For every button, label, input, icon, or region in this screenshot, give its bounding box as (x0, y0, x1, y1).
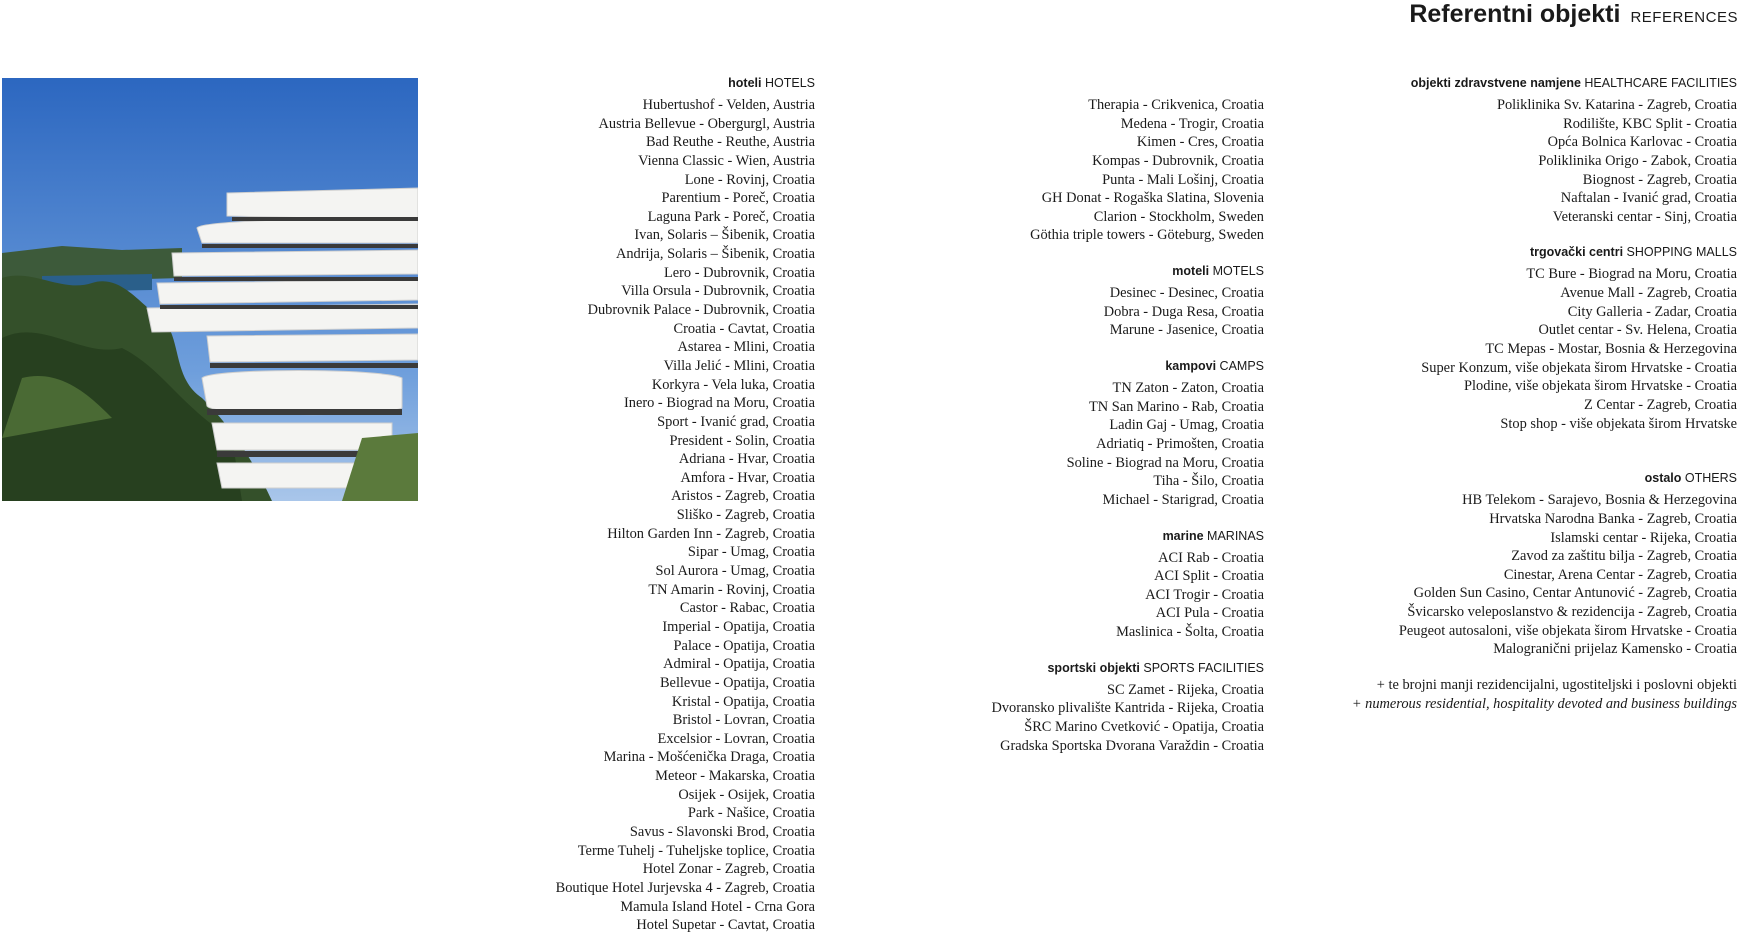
list-item: Dobra - Duga Resa, Croatia (1103, 303, 1264, 320)
list-item: Lero - Dubrovnik, Croatia (663, 264, 815, 281)
list-item: Z Centar - Zagreb, Croatia (1583, 396, 1737, 413)
list-item: Osijek - Osijek, Croatia (678, 786, 815, 803)
list-item: Avenue Mall - Zagreb, Croatia (1560, 285, 1737, 302)
healthcare-list (1352, 96, 1737, 226)
list-item: Soline - Biograd na Moru, Croatia (1066, 454, 1264, 471)
page-title (1409, 0, 1738, 29)
list-item: Zavod za zaštitu bilja - Zagreb, Croatia (1511, 548, 1737, 565)
list-item: ŠRC Marino Cvetković - Opatija, Croatia (1024, 719, 1264, 736)
list-item: Cinestar, Arena Centar - Zagreb, Croatia (1503, 566, 1737, 583)
list-item: Inero - Biograd na Moru, Croatia (623, 395, 815, 412)
list-item: Maslinica - Šolta, Croatia (1116, 624, 1264, 641)
list-item: Ladin Gaj - Umag, Croatia (1109, 417, 1264, 434)
page-title-local: Referentni objekti (1409, 0, 1621, 28)
footnote (1352, 676, 1737, 713)
list-item: Lone - Rovinj, Croatia (684, 171, 815, 188)
list-item: Hotel Supetar - Cavtat, Croatia (636, 917, 815, 934)
others-list (1352, 491, 1737, 659)
list-item: Hotel Zonar - Zagreb, Croatia (642, 861, 815, 878)
malls-list (1352, 265, 1737, 433)
list-item: President - Solin, Croatia (669, 432, 815, 449)
hotels-list (556, 96, 815, 935)
list-item: Dubrovnik Palace - Dubrovnik, Croatia (587, 302, 815, 319)
list-item: ACI Pula - Croatia (1155, 605, 1264, 622)
list-item: ACI Trogir - Croatia (1145, 586, 1264, 603)
list-item: Park - Našice, Croatia (687, 805, 815, 822)
list-item: Kristal - Opatija, Croatia (671, 693, 815, 710)
list-item: Croatia - Cavtat, Croatia (673, 320, 815, 337)
section-heading-hotels: hoteli HOTELS (728, 76, 815, 90)
list-item: Admiral - Opatija, Croatia (663, 656, 815, 673)
list-item: Tiha - Šilo, Croatia (1153, 473, 1264, 490)
camps-list (991, 379, 1264, 509)
list-item: Bristol - Lovran, Croatia (672, 712, 815, 729)
list-item: TN San Marino - Rab, Croatia (1088, 398, 1264, 415)
list-item: City Galleria - Zadar, Croatia (1567, 303, 1737, 320)
list-item: Hubertushof - Velden, Austria (642, 97, 815, 113)
list-item: Švicarsko veleposlanstvo & rezidencija - Zagreb, Croatia (1407, 604, 1737, 621)
list-item: Sport - Ivanić grad, Croatia (657, 413, 815, 430)
list-item: Göthia triple towers - Göteburg, Sweden (1030, 227, 1264, 244)
list-item: HB Telekom - Sarajevo, Bosnia & Herzegovina (1462, 492, 1737, 509)
list-item: Meteor - Makarska, Croatia (655, 768, 815, 785)
marinas-list (991, 549, 1264, 642)
list-item: Boutique Hotel Jurjevska 4 - Zagreb, Croatia (555, 879, 815, 896)
list-item: Austria Bellevue - Obergurgl, Austria (598, 115, 815, 132)
middle-column (991, 96, 1264, 755)
list-item: Aristos - Zagreb, Croatia (671, 488, 815, 505)
list-item: Villa Jelić - Mlini, Croatia (663, 357, 815, 374)
list-item: ACI Rab - Croatia (1158, 549, 1264, 566)
list-item: Adriatiq - Primošten, Croatia (1096, 435, 1264, 452)
list-item: Kimen - Cres, Croatia (1136, 134, 1264, 151)
list-item: Poliklinika Origo - Zabok, Croatia (1538, 152, 1737, 169)
section-heading-healthcare: objekti zdravstvene namjene HEALTHCARE FACILITIES (1410, 76, 1737, 90)
right-column (1352, 74, 1737, 713)
list-item: Plodine, više objekata širom Hrvatske - Croatia (1464, 378, 1737, 395)
list-item: Mamula Island Hotel - Crna Gora (620, 898, 815, 915)
list-item: Hilton Garden Inn - Zagreb, Croatia (607, 525, 815, 542)
list-item: TC Mepas - Mostar, Bosnia & Herzegovina (1485, 341, 1737, 358)
list-item: Imperial - Opatija, Croatia (662, 618, 815, 635)
list-item: Veteranski centar - Sinj, Croatia (1552, 208, 1737, 225)
list-item: Laguna Park - Poreč, Croatia (647, 208, 815, 225)
list-item: Dvoransko plivalište Kantrida - Rijeka, Croatia (991, 700, 1264, 717)
list-item: Stop shop - više objekata širom Hrvatske (1500, 415, 1737, 432)
hotels-continued-list (991, 96, 1264, 245)
list-item: Michael - Starigrad, Croatia (1102, 491, 1264, 508)
list-item: Bellevue - Opatija, Croatia (659, 674, 815, 691)
list-item: Punta - Mali Lošinj, Croatia (1102, 171, 1264, 188)
list-item: Outlet centar - Sv. Helena, Croatia (1538, 322, 1737, 339)
list-item: Andrija, Solaris – Šibenik, Croatia (615, 246, 815, 263)
section-heading-motels: moteli MOTELS (1172, 264, 1264, 279)
list-item: Super Konzum, više objekata širom Hrvatske - Croatia (1421, 359, 1737, 376)
list-item: Desinec - Desinec, Croatia (1109, 285, 1264, 302)
list-item: TN Zaton - Zaton, Croatia (1112, 380, 1264, 397)
section-heading-marinas: marine MARINAS (1162, 528, 1264, 543)
list-item: Villa Orsula - Dubrovnik, Croatia (621, 283, 815, 300)
list-item: Gradska Sportska Dvorana Varaždin - Croatia (1000, 737, 1264, 754)
list-item: ACI Split - Croatia (1154, 568, 1264, 585)
motels-list (991, 284, 1264, 340)
list-item: Bad Reuthe - Reuthe, Austria (645, 134, 815, 151)
list-item: Parentium - Poreč, Croatia (661, 190, 815, 207)
list-item: TC Bure - Biograd na Moru, Croatia (1526, 266, 1737, 283)
list-item: Peugeot autosaloni, više objekata širom Hrvatske - Croatia (1398, 622, 1737, 639)
list-item: Amfora - Hvar, Croatia (680, 469, 815, 486)
list-item: Korkyra - Vela luka, Croatia (651, 376, 815, 393)
list-item: Naftalan - Ivanić grad, Croatia (1560, 190, 1737, 207)
list-item: Kompas - Dubrovnik, Croatia (1092, 152, 1264, 169)
list-item: TN Amarin - Rovinj, Croatia (648, 581, 815, 598)
section-heading-others: ostalo OTHERS (1644, 471, 1737, 486)
list-item: Hrvatska Narodna Banka - Zagreb, Croatia (1489, 510, 1737, 527)
sports-list (991, 681, 1264, 756)
list-item: Marina - Mošćenička Draga, Croatia (603, 749, 815, 766)
list-item: Poliklinika Sv. Katarina - Zagreb, Croatia (1496, 97, 1737, 113)
list-item: Rodilište, KBC Split - Croatia (1563, 115, 1737, 132)
list-item: Adriana - Hvar, Croatia (678, 451, 815, 468)
list-item: Astarea - Mlini, Croatia (677, 339, 815, 356)
list-item: GH Donat - Rogaška Slatina, Slovenia (1041, 190, 1264, 207)
list-item: SC Zamet - Rijeka, Croatia (1106, 681, 1264, 698)
list-item: Palace - Opatija, Croatia (673, 637, 815, 654)
list-item: Castor - Rabac, Croatia (679, 600, 815, 617)
section-heading-malls: trgovački centri SHOPPING MALLS (1529, 245, 1737, 260)
footnote-local: + te brojni manji rezidencijalni, ugostiteljski i poslovni objekti (1376, 677, 1737, 694)
hotels-section (556, 74, 815, 935)
list-item: Excelsior - Lovran, Croatia (657, 730, 815, 747)
section-heading-sports: sportski objekti SPORTS FACILITIES (1047, 660, 1264, 675)
list-item: Vienna Classic - Wien, Austria (638, 152, 815, 169)
hotel-photo (2, 78, 418, 501)
section-heading-camps: kampovi CAMPS (1165, 359, 1264, 374)
list-item: Marune - Jasenice, Croatia (1109, 322, 1264, 339)
list-item: Sipar - Umag, Croatia (687, 544, 815, 561)
list-item: Savus - Slavonski Brod, Croatia (629, 823, 815, 840)
list-item: Clarion - Stockholm, Sweden (1093, 208, 1264, 225)
footnote-english: + numerous residential, hospitality devoted and business buildings (1351, 695, 1737, 712)
list-item: Sol Aurora - Umag, Croatia (655, 563, 815, 580)
list-item: Sliško - Zagreb, Croatia (676, 507, 815, 524)
list-item: Ivan, Solaris – Šibenik, Croatia (634, 227, 815, 244)
list-item: Therapia - Crikvenica, Croatia (1088, 97, 1264, 113)
page-title-english: REFERENCES (1630, 9, 1738, 26)
list-item: Medena - Trogir, Croatia (1120, 115, 1264, 132)
list-item: Islamski centar - Rijeka, Croatia (1550, 529, 1737, 546)
list-item: Terme Tuhelj - Tuheljske toplice, Croatia (577, 842, 815, 859)
list-item: Opća Bolnica Karlovac - Croatia (1547, 134, 1737, 151)
list-item: Malogranični prijelaz Kamensko - Croatia (1493, 641, 1737, 658)
list-item: Golden Sun Casino, Centar Antunović - Zagreb, Croatia (1413, 585, 1737, 602)
list-item: Biognost - Zagreb, Croatia (1582, 171, 1737, 188)
